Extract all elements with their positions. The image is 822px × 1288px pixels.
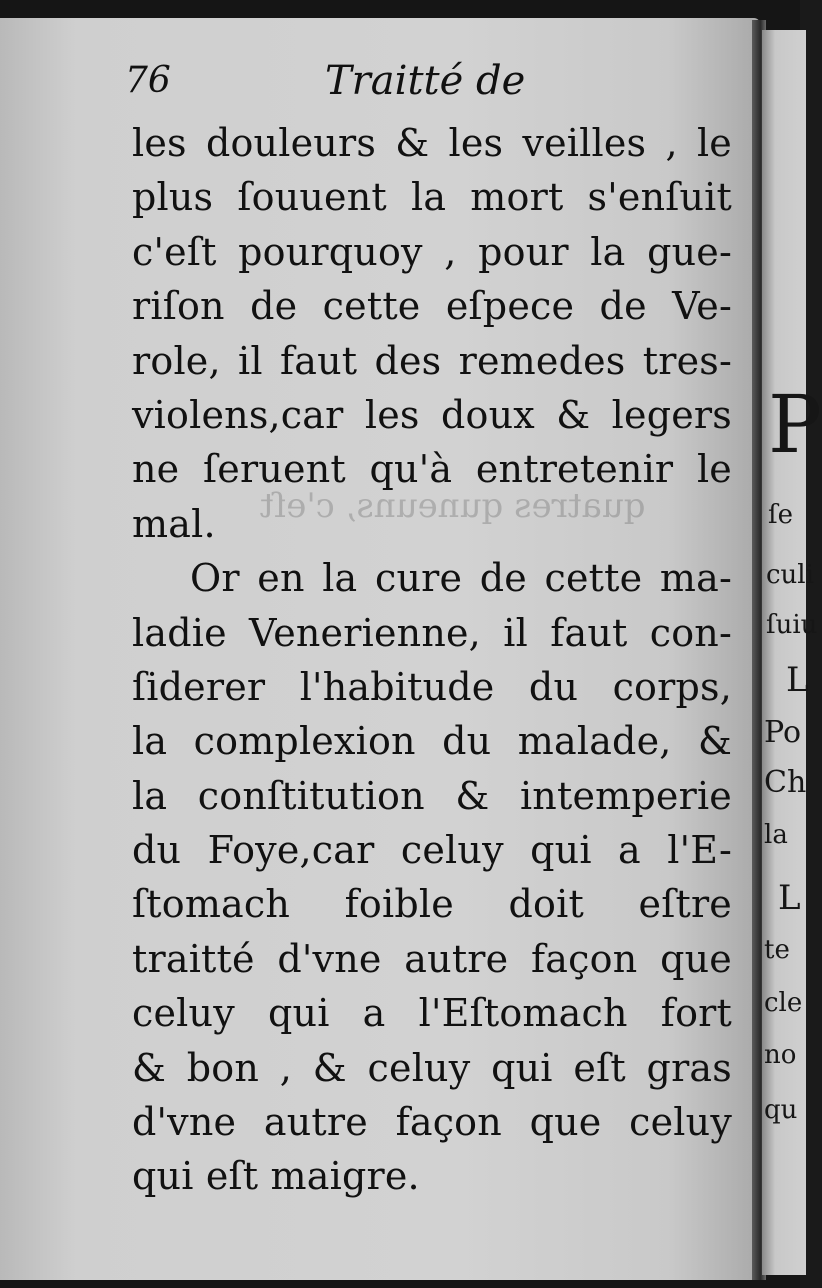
running-title: Traitté de <box>325 58 526 104</box>
text-line: riſon de cette eſpece de Ve- <box>132 284 732 329</box>
facing-fragment: qu <box>764 1095 798 1125</box>
text-line: les douleurs & les veilles , le <box>132 121 732 165</box>
page-number: 76 <box>125 60 171 101</box>
facing-fragment: ſuiu <box>766 610 818 640</box>
facing-fragment: la <box>764 820 788 850</box>
text-line: la complexion du malade, & <box>132 719 732 764</box>
facing-fragment: Po <box>764 715 802 750</box>
text-line: la conſtitution & intemperie <box>132 773 732 818</box>
text-line: violens,car les doux & legers <box>132 392 732 437</box>
text-line: role, il faut des remedes tres- <box>132 338 732 383</box>
text-line: c'eſt pourquoy , pour la gue- <box>132 229 732 274</box>
text-line: ne ſeruent qu'à entretenir le <box>132 447 732 492</box>
facing-fragment: L <box>778 878 801 918</box>
text-line: d'vne autre façon que celuy <box>132 1100 732 1145</box>
text-line: ſiderer l'habitude du corps, <box>132 664 732 709</box>
text-line: traitté d'vne autre façon que <box>132 936 732 981</box>
facing-page <box>762 30 822 1275</box>
body-text <box>132 116 732 1204</box>
text-line: Or en la cure de cette ma- <box>190 556 732 601</box>
left-page <box>0 18 760 1280</box>
facing-fragment: P <box>768 378 822 471</box>
text-line: du Foye,car celuy qui a l'E- <box>132 828 732 873</box>
bleed-through-text: quatres quneuns, c'eſt <box>260 486 646 526</box>
facing-fragment: cle <box>764 988 803 1018</box>
facing-fragment: L <box>786 660 809 700</box>
text-line: mal. <box>132 501 216 546</box>
text-line: qui eſt maigre. <box>132 1154 420 1199</box>
text-line: & bon , & celuy qui eſt gras <box>132 1045 732 1090</box>
facing-fragment: Ch <box>764 765 807 800</box>
facing-fragment: no <box>764 1040 797 1070</box>
text-line: celuy qui a l'Eſtomach fort <box>132 991 732 1036</box>
facing-fragment: culi <box>766 560 814 590</box>
text-line: ladie Venerienne, il faut con- <box>132 610 732 655</box>
facing-fragment: ſe <box>768 500 794 530</box>
text-line: ſtomach foible doit eſtre <box>132 882 732 927</box>
text-line: plus ſouuent la mort s'enſuit <box>132 175 732 220</box>
facing-fragment: te <box>764 935 790 965</box>
